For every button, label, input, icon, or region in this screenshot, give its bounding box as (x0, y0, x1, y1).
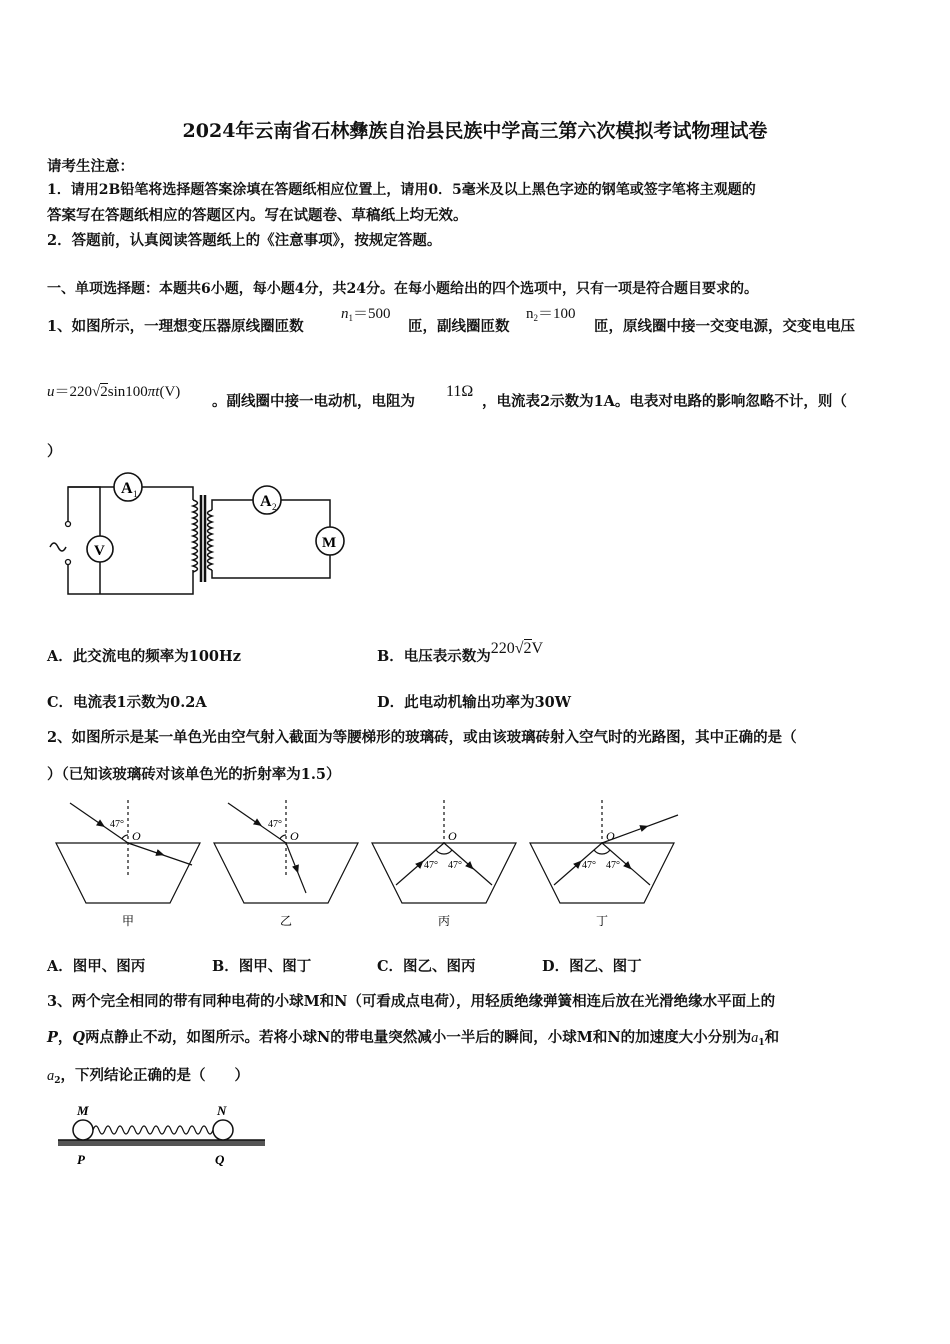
figure-label-jia: 甲 (122, 914, 135, 928)
q1-text-b: 匝，副线圈匝数 (408, 318, 510, 335)
exam-title: 2024年云南省石林彝族自治县民族中学高三第六次模拟考试物理试卷 (182, 120, 768, 142)
notice-header: 请考生注意： (47, 158, 134, 175)
q2-option-a: A．图甲、图丙 (47, 958, 146, 975)
svg-text:N: N (217, 1103, 227, 1118)
q2-line-1: 2、如图所示是某一单色光由空气射入截面为等腰梯形的玻璃砖，或由该玻璃砖射入空气时的光路图，其中正确的是（ (47, 729, 797, 746)
section-1-heading: 一、单项选择题：本题共6小题，每小题4分，共24分。在每小题给出的四个选项中，只有一项是符合题目要求的。 (47, 281, 758, 297)
q1-text-e: ，电流表2示数为1A。电表对电路的影响忽略不计，则（ (482, 393, 847, 410)
ball-m-icon (73, 1120, 93, 1140)
svg-text:O: O (606, 829, 615, 843)
q1-option-d: D．此电动机输出功率为30W (377, 694, 572, 711)
svg-text:M: M (322, 535, 337, 551)
q2-line-2: ）（已知该玻璃砖对该单色光的折射率为1.5） (47, 766, 341, 783)
sqrt-sign: √ (92, 384, 101, 400)
ball-n-icon (213, 1120, 233, 1140)
q1-resistance: 11Ω (446, 383, 474, 400)
svg-text:47°: 47° (606, 860, 620, 871)
q1-n1-formula: $n_1=500$ (341, 306, 391, 323)
notice-line-3: 2．答题前，认真阅读答题纸上的《注意事项》，按规定答题。 (47, 232, 442, 249)
q1-option-a: A．此交流电的频率为100Hz (47, 648, 241, 665)
figure-label-ding: 丁 (596, 914, 609, 928)
svg-text:Q: Q (215, 1152, 225, 1167)
q3-line-2: P，Q两点静止不动，如图所示。若将小球N的带电量突然减小一半后的瞬间，小球M和N的加速度大小分别为$a_1$和 (47, 1029, 780, 1048)
svg-text:A: A (121, 480, 133, 497)
q2-option-b: B．图甲、图丁 (212, 958, 312, 975)
q1-text-a: 1、如图所示，一理想变压器原线圈匝数 (47, 318, 304, 335)
svg-text:O: O (132, 829, 141, 843)
svg-text:A: A (260, 493, 272, 510)
spring-icon (93, 1126, 213, 1134)
svg-text:47°: 47° (268, 819, 282, 830)
svg-text:O: O (290, 829, 299, 843)
q1-option-c: C．电流表1示数为0.2A (47, 694, 207, 711)
spring-balls-figure (55, 1100, 270, 1172)
notice-line-2: 答案写在答题纸相应的答题区内。写在试题卷、草稿纸上均无效。 (47, 207, 468, 224)
figure-label-yi: 乙 (280, 914, 293, 928)
q1-text-d: 。副线圈中接一电动机，电阻为 (212, 393, 415, 410)
svg-text:1: 1 (133, 489, 138, 499)
svg-text:M: M (77, 1103, 89, 1118)
svg-text:V: V (94, 543, 105, 559)
q1-voltage-formula: u＝220√2sin100πt(V) (47, 384, 181, 400)
q2-option-c: C．图乙、图丙 (377, 958, 476, 975)
svg-text:47°: 47° (110, 819, 124, 830)
svg-text:P: P (77, 1152, 85, 1167)
q1-option-b: B．电压表示数为220√2V (377, 640, 544, 665)
figure-label-bing: 丙 (438, 914, 451, 928)
svg-text:47°: 47° (582, 860, 596, 871)
q2-option-d: D．图乙、图丁 (542, 958, 642, 975)
insulating-surface (58, 1140, 265, 1146)
q3-line-3: $a_2$，下列结论正确的是（ ） (47, 1067, 250, 1086)
transformer-circuit-figure (48, 470, 358, 600)
svg-text:47°: 47° (424, 860, 438, 871)
notice-line-1: 1．请用2B铅笔将选择题答案涂填在答题纸相应位置上，请用0．5毫米及以上黑色字迹的钢笔或签字笔将主观题的 (47, 182, 756, 198)
q3-line-1: 3、两个完全相同的带有同种电荷的小球M和N（可看成点电荷），用轻质绝缘弹簧相连后放在光滑绝缘水平面上的 (47, 993, 776, 1010)
svg-text:47°: 47° (448, 860, 462, 871)
q1-text-f: ） (47, 443, 62, 460)
svg-text:O: O (448, 829, 457, 843)
q2-light-path-figures (50, 795, 690, 935)
svg-text:2: 2 (272, 502, 277, 512)
q1-text-c: 匝，原线圈中接一交变电源，交变电电压 (594, 318, 855, 335)
q1-n2-formula: $n_2=100$ (526, 306, 576, 323)
